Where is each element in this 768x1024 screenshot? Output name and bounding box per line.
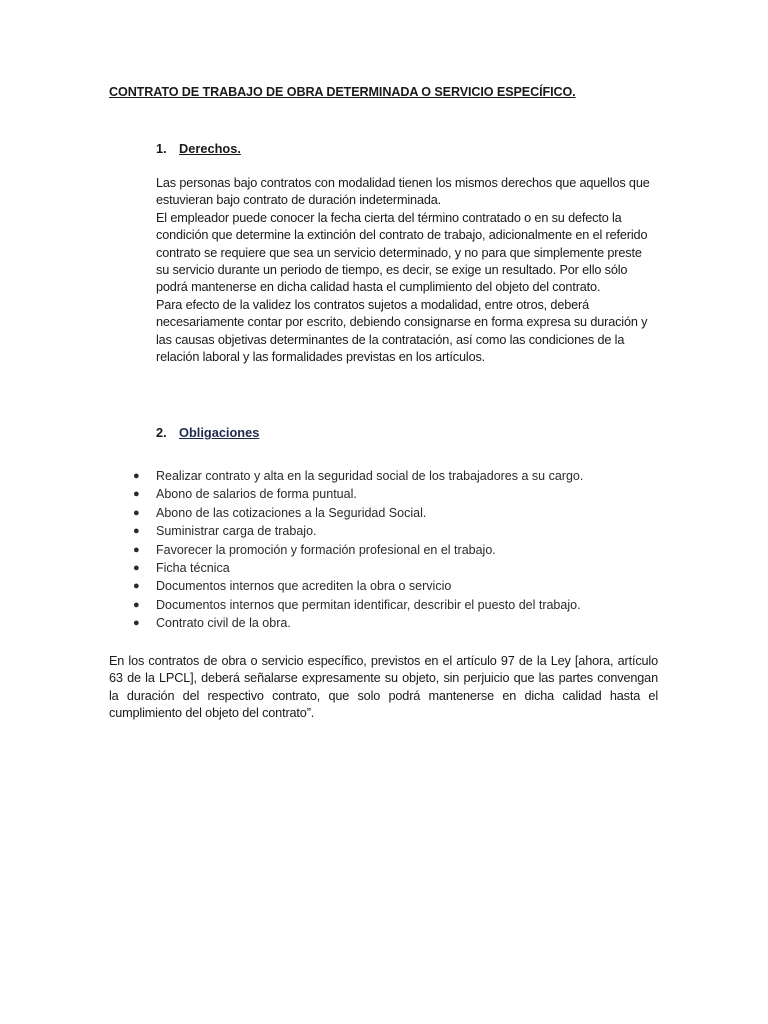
obligaciones-list <box>133 467 653 633</box>
bullet-icon: ● <box>133 488 140 501</box>
bullet-icon: ● <box>133 598 140 611</box>
derechos-body <box>156 175 656 366</box>
paragraph: El empleador puede conocer la fecha cierta del término contratado o en su defecto la condición que determine la extinción del contrato de trabajo, adicionalmente en el referido contrato se requiere que sea un servicio determinado, y no para que simplemente preste su servicio durante un periodo de tiempo, es decir, se exige un resultado. Por ello sólo podrá mantenerse en dicha calidad hasta el cumplimiento del objeto del contrato. <box>156 210 648 295</box>
section-number: 2. <box>156 425 167 440</box>
list-item-text: Realizar contrato y alta en la seguridad social de los trabajadores a su cargo. <box>156 469 584 483</box>
list-item <box>133 522 653 540</box>
list-item-text: Documentos internos que acrediten la obra o servicio <box>156 579 452 594</box>
paragraph: Las personas bajo contratos con modalidad tienen los mismos derechos que aquellos que estuvieran bajo contrato de duración indeterminada. <box>156 176 650 208</box>
closing-paragraph: En los contratos de obra o servicio específico, previstos en el artículo 97 de la Ley [ahora, artículo 63 de la LPCL], deberá señalarse expresamente su objeto, sin perjuicio que las partes convengan la duración del respectivo contrato, que solo podrá mantenerse en dicha calidad hasta el cumplimiento del objeto del contrato”. <box>109 654 658 721</box>
list-item <box>133 559 653 577</box>
bullet-icon: ● <box>133 617 140 630</box>
section-heading-obligaciones <box>156 425 259 440</box>
bullet-icon: ● <box>133 506 140 519</box>
list-item <box>133 485 653 503</box>
list-item-text: Favorecer la promoción y formación profesional en el trabajo. <box>156 542 496 557</box>
list-item-text: Contrato civil de la obra. <box>156 616 291 631</box>
list-item <box>133 467 653 485</box>
list-item <box>133 541 653 559</box>
document-title: CONTRATO DE TRABAJO DE OBRA DETERMINADA O SERVICIO ESPECÍFICO. <box>109 85 576 99</box>
bullet-icon: ● <box>133 543 140 556</box>
list-item <box>133 577 653 595</box>
bullet-icon: ● <box>133 562 140 575</box>
bullet-icon: ● <box>133 525 140 538</box>
list-item <box>133 596 653 614</box>
section-title: Obligaciones <box>179 425 260 440</box>
bullet-icon: ● <box>133 470 140 482</box>
list-item-text: Ficha técnica <box>156 561 230 576</box>
bullet-icon: ● <box>133 580 140 593</box>
list-item <box>133 614 653 632</box>
section-number: 1. <box>156 141 167 156</box>
list-item-text: Abono de las cotizaciones a la Seguridad Social. <box>156 505 427 520</box>
section-heading-derechos <box>156 141 241 156</box>
list-item <box>133 504 653 522</box>
section-title: Derechos. <box>179 141 241 156</box>
list-item-text: Abono de salarios de forma puntual. <box>156 487 357 502</box>
list-item-text: Suministrar carga de trabajo. <box>156 524 317 539</box>
paragraph: Para efecto de la validez los contratos sujetos a modalidad, entre otros, deberá necesariamente contar por escrito, debiendo consignarse en forma expresa su duración y las causas objetivas determinantes de la contratación, así como las condiciones de la relación laboral y las formalidades previstas en los artículos. <box>156 297 648 365</box>
list-item-text: Documentos internos que permitan identificar, describir el puesto del trabajo. <box>156 597 581 612</box>
